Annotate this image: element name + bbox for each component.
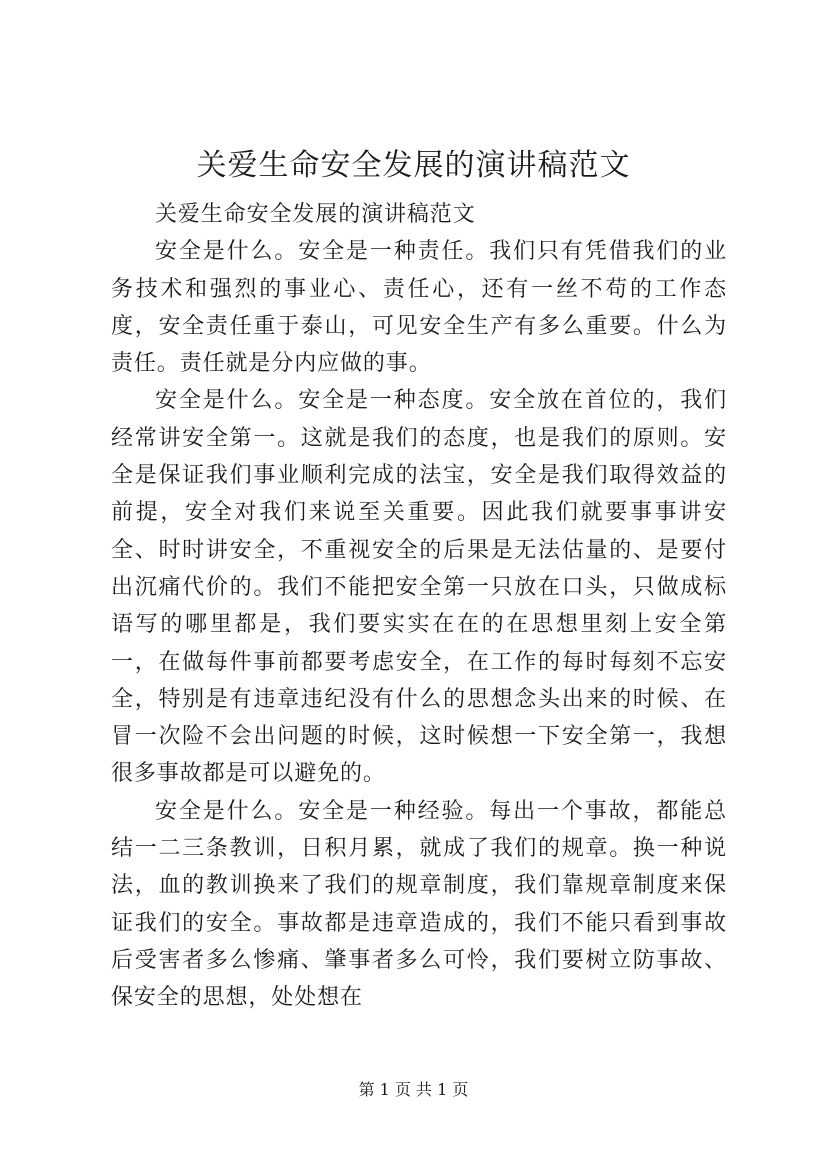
document-body <box>111 196 727 1017</box>
paragraph-experience: 安全是什么。安全是一种经验。每出一个事故，都能总结一二三条教训，日积月累，就成了我们的规章。换一种说法，血的教训换来了我们的规章制度，我们靠规章制度来保证我们的安全。事故都是违章造成的，我们不能只看到事故后受害者多么惨痛、肇事者多么可怜，我们要树立防事故、保安全的思想，处处想在 <box>111 798 727 1011</box>
paragraph-responsibility: 安全是什么。安全是一种责任。我们只有凭借我们的业务技术和强烈的事业心、责任心，还有一丝不苟的工作态度，安全责任重于泰山，可见安全生产有多么重要。什么为责任。责任就是分内应做的事。 <box>111 239 727 377</box>
paragraph-subtitle: 关爱生命安全发展的演讲稿范文 <box>155 202 476 227</box>
document-title: 关爱生命安全发展的演讲稿范文 <box>196 148 631 183</box>
page-footer: 第 1 页 共 1 页 <box>358 1080 469 1099</box>
paragraph-attitude: 安全是什么。安全是一种态度。安全放在首位的，我们经常讲安全第一。这就是我们的态度，也是我们的原则。安全是保证我们事业顺利完成的法宝，安全是我们取得效益的前提，安全对我们来说至关重要。因此我们就要事事讲安全、时时讲安全，不重视安全的后果是无法估量的、是要付出沉痛代价的。我们不能把安全第一只放在口头，只做成标语写的哪里都是，我们要实实在在的在思想里刻上安全第一，在做每件事前都要考虑安全，在工作的每时每刻不忘安全，特别是有违章违纪没有什么的思想念头出来的时候、在冒一次险不会出问题的时候，这时候想一下安全第一，我想很多事故都是可以避免的。 <box>111 388 727 787</box>
